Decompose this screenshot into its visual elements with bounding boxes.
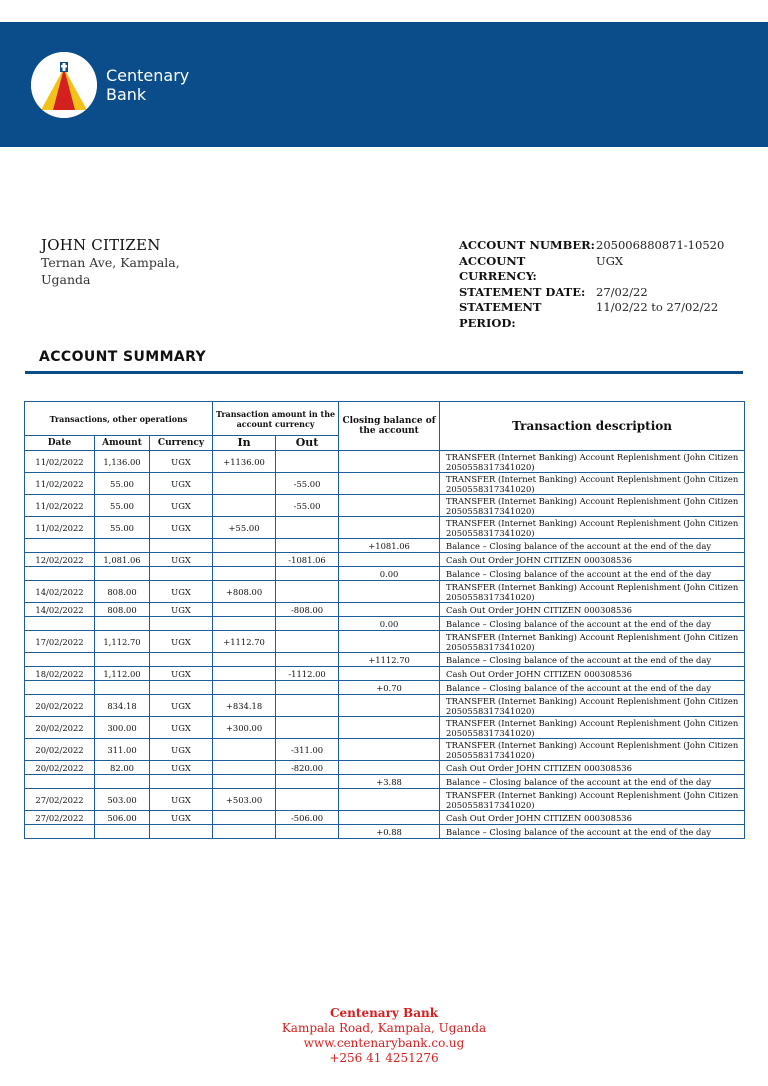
cell-date: 20/02/2022 [25, 739, 95, 761]
table-row [25, 539, 745, 553]
cell-amount: 311.00 [95, 739, 150, 761]
cell-date [25, 775, 95, 789]
header-banner [0, 22, 768, 147]
statement-period-label: STATEMENT PERIOD: [459, 300, 542, 330]
cell-currency: UGX [150, 761, 213, 775]
cell-description: Balance – Closing balance of the account at the end of the day [440, 681, 745, 695]
cell-amount [95, 567, 150, 581]
cell-currency: UGX [150, 631, 213, 653]
cell-date: 27/02/2022 [25, 811, 95, 825]
cell-in: +300.00 [213, 717, 276, 739]
header-in: In [213, 436, 276, 451]
cell-closing: +3.88 [339, 775, 440, 789]
footer-phone: +256 41 4251276 [329, 1051, 439, 1065]
table-row [25, 739, 745, 761]
table-row [25, 567, 745, 581]
cell-amount [95, 681, 150, 695]
cell-out: -55.00 [276, 473, 339, 495]
cell-in: +503.00 [213, 789, 276, 811]
cell-closing [339, 603, 440, 617]
cell-amount: 55.00 [95, 473, 150, 495]
header-closing-balance: Closing balance of the account [339, 402, 440, 451]
cell-currency: UGX [150, 789, 213, 811]
footer [0, 1006, 768, 1066]
bank-logo-text [106, 66, 189, 104]
cell-currency: UGX [150, 473, 213, 495]
cell-date: 20/02/2022 [25, 761, 95, 775]
cell-date: 20/02/2022 [25, 717, 95, 739]
cell-out [276, 653, 339, 667]
cell-closing: +0.88 [339, 825, 440, 839]
cell-currency [150, 539, 213, 553]
cell-closing [339, 581, 440, 603]
cell-description: Cash Out Order JOHN CITIZEN 000308536 [440, 761, 745, 775]
table-row [25, 761, 745, 775]
table-row [25, 603, 745, 617]
cell-out [276, 775, 339, 789]
cell-out [276, 789, 339, 811]
cell-out: -311.00 [276, 739, 339, 761]
header-transactions-group: Transactions, other operations [25, 402, 213, 436]
cell-out [276, 717, 339, 739]
cell-out [276, 517, 339, 539]
cell-closing [339, 761, 440, 775]
cell-date [25, 681, 95, 695]
cell-description: Balance – Closing balance of the account at the end of the day [440, 617, 745, 631]
cell-in [213, 739, 276, 761]
cell-in [213, 681, 276, 695]
cell-out [276, 581, 339, 603]
cell-amount: 808.00 [95, 603, 150, 617]
cell-currency [150, 825, 213, 839]
table-row [25, 811, 745, 825]
cell-in [213, 495, 276, 517]
footer-bank-name: Centenary Bank [329, 1006, 439, 1020]
cell-currency: UGX [150, 451, 213, 473]
cell-closing: +1112.70 [339, 653, 440, 667]
cell-date: 11/02/2022 [25, 473, 95, 495]
cell-currency: UGX [150, 553, 213, 567]
cell-amount: 1,136.00 [95, 451, 150, 473]
table-row [25, 617, 745, 631]
account-currency-value: UGX [596, 253, 624, 268]
cell-out [276, 681, 339, 695]
table-row [25, 717, 745, 739]
customer-address-line2: Uganda [41, 272, 91, 287]
cell-date: 11/02/2022 [25, 451, 95, 473]
cell-currency: UGX [150, 717, 213, 739]
cell-date: 11/02/2022 [25, 517, 95, 539]
cell-closing [339, 695, 440, 717]
table-row [25, 581, 745, 603]
cell-out [276, 539, 339, 553]
cell-description: TRANSFER (Internet Banking) Account Replenishment (John Citizen 2050558317341020) [440, 739, 745, 761]
cell-amount [95, 775, 150, 789]
table-row [25, 631, 745, 653]
cell-closing [339, 667, 440, 681]
cell-closing [339, 553, 440, 567]
table-row [25, 473, 745, 495]
header-date: Date [25, 436, 95, 451]
account-number-value: 205006880871-10520 [596, 238, 725, 252]
cell-date: 14/02/2022 [25, 603, 95, 617]
cell-in: +834.18 [213, 695, 276, 717]
account-currency-row [459, 254, 724, 285]
table-row [25, 695, 745, 717]
cell-currency [150, 653, 213, 667]
cell-out: -1112.00 [276, 667, 339, 681]
cell-amount: 55.00 [95, 495, 150, 517]
cell-description: Cash Out Order JOHN CITIZEN 000308536 [440, 811, 745, 825]
statement-date-value: 27/02/22 [596, 284, 648, 299]
cell-in [213, 761, 276, 775]
cell-out: -55.00 [276, 495, 339, 517]
bank-name-line2: Bank [106, 85, 147, 104]
account-number-row [459, 238, 724, 254]
cell-date: 27/02/2022 [25, 789, 95, 811]
cell-amount: 1,112.70 [95, 631, 150, 653]
cell-out [276, 825, 339, 839]
cell-closing [339, 517, 440, 539]
table-row [25, 825, 745, 839]
statement-period-row [459, 300, 724, 331]
account-currency-label: ACCOUNT CURRENCY: [459, 253, 537, 283]
cell-closing [339, 789, 440, 811]
cell-date: 18/02/2022 [25, 667, 95, 681]
cell-date: 17/02/2022 [25, 631, 95, 653]
cell-date [25, 825, 95, 839]
cell-closing: +1081.06 [339, 539, 440, 553]
cell-currency: UGX [150, 739, 213, 761]
cell-out: -820.00 [276, 761, 339, 775]
customer-name: JOHN CITIZEN [41, 236, 161, 254]
cell-closing [339, 451, 440, 473]
cell-amount: 300.00 [95, 717, 150, 739]
summary-divider [25, 371, 743, 374]
cell-description: TRANSFER (Internet Banking) Account Replenishment (John Citizen 2050558317341020) [440, 451, 745, 473]
cell-in [213, 473, 276, 495]
cell-currency [150, 681, 213, 695]
statement-date-label: STATEMENT DATE: [459, 284, 586, 299]
cell-amount: 55.00 [95, 517, 150, 539]
cell-currency: UGX [150, 695, 213, 717]
statement-period-value: 11/02/22 to 27/02/22 [596, 300, 719, 314]
table-row [25, 653, 745, 667]
table-row [25, 451, 745, 473]
customer-block [41, 236, 180, 288]
cell-currency: UGX [150, 811, 213, 825]
cell-in [213, 567, 276, 581]
customer-address-line1: Ternan Ave, Kampala, [41, 255, 180, 270]
cell-closing: +0.70 [339, 681, 440, 695]
footer-address: Kampala Road, Kampala, Uganda [281, 1021, 487, 1035]
cell-closing [339, 739, 440, 761]
cell-out [276, 567, 339, 581]
cell-in [213, 553, 276, 567]
transactions-body [25, 451, 745, 839]
header-amount: Amount [95, 436, 150, 451]
cell-out [276, 631, 339, 653]
cell-amount: 1,112.00 [95, 667, 150, 681]
cell-amount: 506.00 [95, 811, 150, 825]
cell-currency: UGX [150, 667, 213, 681]
cell-in: +808.00 [213, 581, 276, 603]
cell-out: -506.00 [276, 811, 339, 825]
cell-date: 12/02/2022 [25, 553, 95, 567]
header-amount-group: Transaction amount in the account currency [213, 402, 339, 436]
cell-in [213, 825, 276, 839]
header-currency: Currency [150, 436, 213, 451]
cell-amount: 82.00 [95, 761, 150, 775]
cell-amount [95, 825, 150, 839]
cell-currency: UGX [150, 495, 213, 517]
table-row [25, 775, 745, 789]
cell-description: TRANSFER (Internet Banking) Account Replenishment (John Citizen 2050558317341020) [440, 717, 745, 739]
account-number-label: ACCOUNT NUMBER: [459, 238, 595, 252]
cell-date [25, 617, 95, 631]
cell-date: 14/02/2022 [25, 581, 95, 603]
cell-description: TRANSFER (Internet Banking) Account Replenishment (John Citizen 2050558317341020) [440, 631, 745, 653]
cell-date: 11/02/2022 [25, 495, 95, 517]
cell-closing [339, 811, 440, 825]
cell-closing [339, 495, 440, 517]
cell-date [25, 539, 95, 553]
cell-in: +55.00 [213, 517, 276, 539]
cell-description: Cash Out Order JOHN CITIZEN 000308536 [440, 553, 745, 567]
table-row [25, 495, 745, 517]
cell-date [25, 567, 95, 581]
transactions-table [24, 401, 745, 839]
cell-closing: 0.00 [339, 567, 440, 581]
cell-in [213, 775, 276, 789]
cell-amount [95, 653, 150, 667]
cell-closing [339, 631, 440, 653]
cell-amount [95, 539, 150, 553]
centenary-logo-icon [31, 52, 97, 118]
cell-in [213, 811, 276, 825]
cell-description: TRANSFER (Internet Banking) Account Replenishment (John Citizen 2050558317341020) [440, 495, 745, 517]
cell-description: Balance – Closing balance of the account at the end of the day [440, 539, 745, 553]
account-summary-title: ACCOUNT SUMMARY [39, 349, 207, 365]
cell-currency [150, 617, 213, 631]
header-out: Out [276, 436, 339, 451]
cell-amount: 1,081.06 [95, 553, 150, 567]
cell-currency [150, 775, 213, 789]
cell-in [213, 617, 276, 631]
cell-currency: UGX [150, 517, 213, 539]
cell-closing: 0.00 [339, 617, 440, 631]
cell-currency: UGX [150, 581, 213, 603]
cell-description: Balance – Closing balance of the account at the end of the day [440, 567, 745, 581]
cell-description: Cash Out Order JOHN CITIZEN 000308536 [440, 667, 745, 681]
table-row [25, 667, 745, 681]
table-row [25, 517, 745, 539]
cell-date [25, 653, 95, 667]
cell-description: Balance – Closing balance of the account at the end of the day [440, 825, 745, 839]
header-description: Transaction description [440, 402, 745, 451]
cell-in [213, 603, 276, 617]
account-info [459, 238, 724, 331]
cell-description: TRANSFER (Internet Banking) Account Replenishment (John Citizen 2050558317341020) [440, 789, 745, 811]
cell-amount [95, 617, 150, 631]
cell-out: -1081.06 [276, 553, 339, 567]
table-row [25, 789, 745, 811]
cell-amount: 808.00 [95, 581, 150, 603]
cell-out [276, 695, 339, 717]
cell-in: +1136.00 [213, 451, 276, 473]
bank-name-line1: Centenary [106, 66, 190, 85]
cell-in [213, 667, 276, 681]
cell-out [276, 451, 339, 473]
statement-date-row [459, 285, 724, 301]
cell-description: TRANSFER (Internet Banking) Account Replenishment (John Citizen 2050558317341020) [440, 517, 745, 539]
cell-closing [339, 473, 440, 495]
cell-date: 20/02/2022 [25, 695, 95, 717]
cell-currency: UGX [150, 603, 213, 617]
cell-out [276, 617, 339, 631]
table-row [25, 681, 745, 695]
cell-in [213, 539, 276, 553]
table-row [25, 553, 745, 567]
cell-currency [150, 567, 213, 581]
cell-in [213, 653, 276, 667]
cell-description: Balance – Closing balance of the account at the end of the day [440, 653, 745, 667]
cell-amount: 503.00 [95, 789, 150, 811]
cell-out: -808.00 [276, 603, 339, 617]
cell-in: +1112.70 [213, 631, 276, 653]
footer-website: www.centenarybank.co.ug [303, 1036, 465, 1050]
cell-description: TRANSFER (Internet Banking) Account Replenishment (John Citizen 2050558317341020) [440, 581, 745, 603]
cell-description: TRANSFER (Internet Banking) Account Replenishment (John Citizen 2050558317341020) [440, 473, 745, 495]
cell-amount: 834.18 [95, 695, 150, 717]
cell-description: Balance – Closing balance of the account at the end of the day [440, 775, 745, 789]
cell-description: Cash Out Order JOHN CITIZEN 000308536 [440, 603, 745, 617]
cell-description: TRANSFER (Internet Banking) Account Replenishment (John Citizen 2050558317341020) [440, 695, 745, 717]
cell-closing [339, 717, 440, 739]
